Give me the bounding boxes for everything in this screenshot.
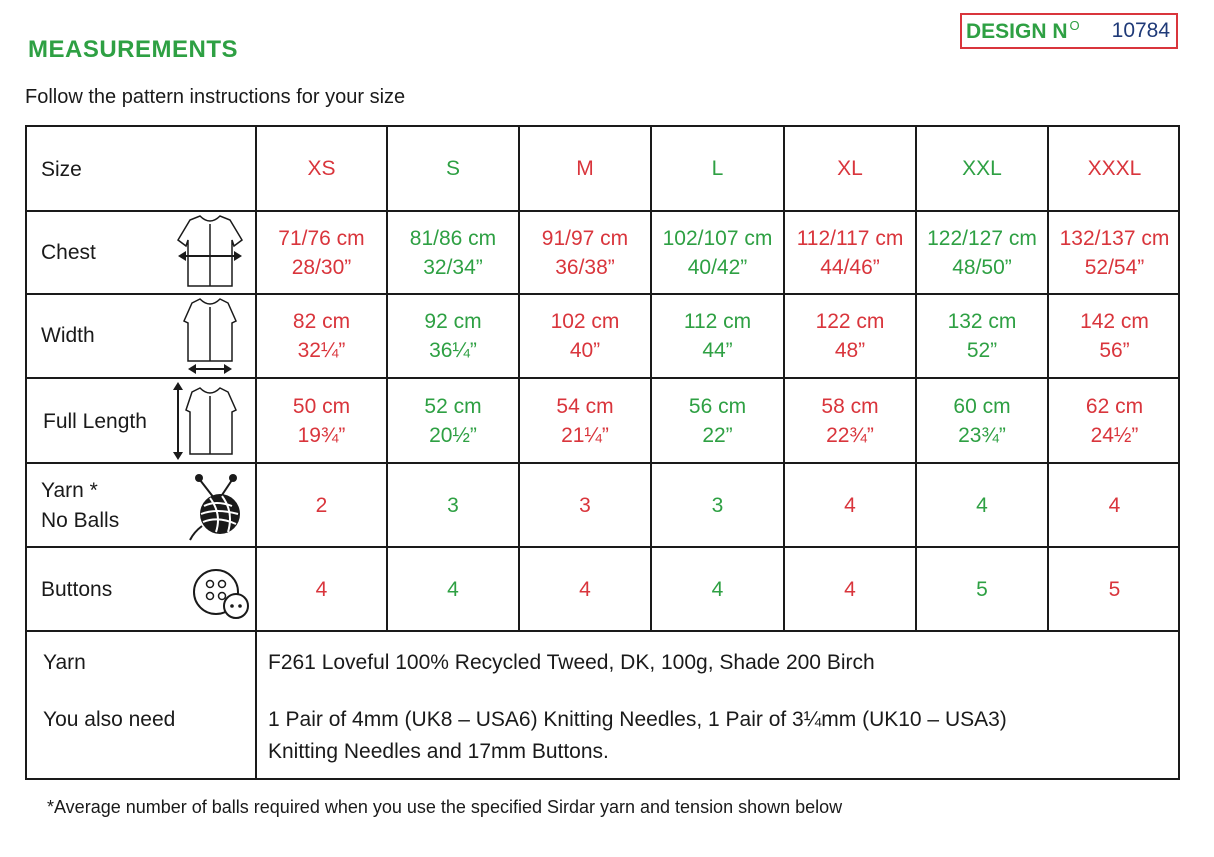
balls-cell-m (520, 464, 650, 546)
row-divider (25, 630, 1180, 632)
buttons-cell-xs (257, 548, 386, 630)
size-label-cell-l (652, 127, 783, 210)
width-width-in-xl: 48” (834, 339, 866, 362)
width-width-cm-xl: 122 cm (815, 310, 885, 333)
length-length-in-xxxl: 24½” (1090, 423, 1139, 447)
chest-cell-l (652, 212, 783, 293)
buttons-buttons-m: 4 (579, 577, 591, 601)
balls-cell-l (652, 464, 783, 546)
button-icon (190, 566, 250, 622)
size-label-label-m: M (576, 157, 594, 180)
balls-balls-xl: 4 (844, 493, 856, 517)
buttons-cell-xxxl (1049, 548, 1180, 630)
length-length-in-xxl: 23¾” (958, 423, 1006, 447)
size-label-label-l: L (711, 157, 724, 180)
width-width-in-xxl: 52” (966, 339, 998, 362)
width-cell-xxxl (1049, 295, 1180, 377)
buttons-cell-xl (785, 548, 915, 630)
cardigan-length-icon (168, 380, 240, 462)
width-width-in-l: 44” (702, 339, 733, 362)
chest-chest-in-m: 36/38” (555, 255, 615, 279)
size-label-cell-xs (257, 127, 386, 210)
chest-chest-in-xl: 44/46” (820, 255, 880, 279)
balls-balls-l: 3 (711, 493, 724, 517)
design-number-box (960, 13, 1178, 49)
length-cell-xl (785, 379, 915, 462)
length-cell-xxxl (1049, 379, 1180, 462)
buttons-buttons-s: 4 (447, 577, 459, 601)
length-length-in-s: 20½” (429, 423, 477, 447)
subtitle: Follow the pattern instructions for your size (25, 86, 406, 108)
balls-balls-s: 3 (447, 493, 459, 517)
chest-chest-cm-xs: 71/76 cm (278, 226, 365, 250)
balls-balls-m: 3 (579, 493, 591, 517)
chest-chest-in-xs: 28/30” (291, 255, 352, 279)
chest-chest-in-l: 40/42” (687, 255, 748, 279)
length-cell-s (388, 379, 518, 462)
length-cell-xxl (917, 379, 1047, 462)
balls-balls-xxxl: 4 (1108, 493, 1121, 517)
chest-cell-xxxl (1049, 212, 1180, 293)
length-length-in-xl: 22¾” (826, 423, 874, 447)
size-label-label-s: S (445, 157, 460, 180)
length-length-cm-l: 56 cm (688, 394, 747, 418)
buttons-cell-s (388, 548, 518, 630)
row-label-yarn: Yarn * (41, 479, 98, 502)
buttons-buttons-xxxl: 5 (1108, 577, 1121, 601)
balls-balls-xs: 2 (315, 493, 328, 517)
length-length-cm-xs: 50 cm (292, 394, 351, 418)
materials-need-label: You also need (43, 708, 176, 731)
size-label-cell-xxxl (1049, 127, 1180, 210)
chest-cell-xxl (917, 212, 1047, 293)
length-length-in-l: 22” (702, 423, 733, 447)
length-length-cm-xxxl: 62 cm (1085, 394, 1144, 418)
chest-chest-cm-m: 91/97 cm (541, 226, 629, 250)
chest-chest-cm-l: 102/107 cm (662, 226, 773, 250)
materials-need-line1: 1 Pair of 4mm (UK8 – USA6) Knitting Needles, 1 Pair of 3¼mm (UK10 – USA3) (268, 708, 1007, 731)
row-label-chest: Chest (41, 241, 96, 264)
size-label-cell-s (388, 127, 518, 210)
length-cell-l (652, 379, 783, 462)
design-label-superscript: O (1069, 18, 1080, 33)
size-label-label-xs: XS (307, 157, 336, 180)
width-width-in-xs: 32¼” (297, 339, 346, 362)
chest-chest-in-xxl: 48/50” (952, 255, 1012, 279)
chest-chest-cm-s: 81/86 cm (409, 226, 497, 250)
cardigan-chest-icon (174, 212, 246, 292)
width-width-in-s: 36¼” (429, 339, 477, 362)
design-label: DESIGN N $^O$ (966, 18, 1080, 43)
size-label-label-xxl: XXL (962, 157, 1002, 180)
width-width-cm-xxxl: 142 cm (1080, 310, 1149, 333)
width-cell-l (652, 295, 783, 377)
length-length-cm-xl: 58 cm (821, 394, 879, 418)
chest-chest-cm-xxl: 122/127 cm (927, 226, 1037, 250)
width-width-cm-xs: 82 cm (292, 310, 351, 333)
balls-cell-xxl (917, 464, 1047, 546)
size-label-cell-xxl (917, 127, 1047, 210)
length-length-cm-m: 54 cm (556, 394, 614, 418)
balls-balls-xxl: 4 (976, 493, 988, 517)
width-cell-m (520, 295, 650, 377)
size-label-cell-m (520, 127, 650, 210)
width-width-in-m: 40” (569, 339, 601, 362)
buttons-cell-xxl (917, 548, 1047, 630)
length-cell-xs (257, 379, 386, 462)
page-title: MEASUREMENTS (28, 36, 239, 63)
chest-chest-in-xxxl: 52/54” (1084, 255, 1145, 279)
row-label-width: Width (41, 324, 95, 347)
width-cell-xxl (917, 295, 1047, 377)
chest-chest-in-s: 32/34” (423, 255, 483, 279)
balls-cell-xxxl (1049, 464, 1180, 546)
yarn-ball-icon (186, 470, 248, 542)
buttons-cell-l (652, 548, 783, 630)
size-label-cell-xl (785, 127, 915, 210)
width-cell-s (388, 295, 518, 377)
size-label-label-xxxl: XXXL (1087, 157, 1142, 180)
materials-need-line2: Knitting Needles and 17mm Buttons. (268, 740, 609, 763)
buttons-buttons-xxl: 5 (976, 577, 988, 601)
length-length-cm-xxl: 60 cm (953, 394, 1011, 418)
row-label-no-balls: No Balls (41, 509, 120, 532)
length-length-in-xs: 19¾” (297, 423, 346, 447)
width-width-cm-m: 102 cm (550, 310, 620, 333)
balls-cell-s (388, 464, 518, 546)
chest-cell-xs (257, 212, 386, 293)
width-width-cm-s: 92 cm (424, 310, 482, 333)
cardigan-width-icon (178, 297, 242, 377)
chest-cell-m (520, 212, 650, 293)
buttons-buttons-xl: 4 (844, 577, 856, 601)
buttons-buttons-xs: 4 (315, 577, 328, 601)
footnote: *Average number of balls required when you use the specified Sirdar yarn and tension shown below (47, 797, 843, 817)
chest-chest-cm-xxxl: 132/137 cm (1059, 226, 1170, 250)
chest-cell-xl (785, 212, 915, 293)
row-label-buttons: Buttons (41, 578, 113, 601)
width-width-cm-l: 112 cm (683, 310, 752, 333)
chest-chest-cm-xl: 112/117 cm (796, 226, 904, 250)
length-length-cm-s: 52 cm (424, 394, 482, 418)
buttons-buttons-l: 4 (711, 577, 724, 601)
buttons-cell-m (520, 548, 650, 630)
width-width-cm-xxl: 132 cm (947, 310, 1017, 333)
length-length-in-m: 21¼” (561, 423, 609, 447)
balls-cell-xs (257, 464, 386, 546)
design-number: 10784 (1111, 19, 1171, 42)
width-cell-xs (257, 295, 386, 377)
chest-cell-s (388, 212, 518, 293)
length-cell-m (520, 379, 650, 462)
width-width-in-xxxl: 56” (1099, 339, 1130, 362)
balls-cell-xl (785, 464, 915, 546)
materials-yarn-value: F261 Loveful 100% Recycled Tweed, DK, 100g, Shade 200 Birch (268, 651, 875, 674)
row-label-size: Size (41, 158, 82, 181)
materials-yarn-label: Yarn (43, 651, 86, 674)
width-cell-xl (785, 295, 915, 377)
row-label-full-length: Full Length (43, 410, 147, 433)
size-label-label-xl: XL (837, 157, 863, 180)
